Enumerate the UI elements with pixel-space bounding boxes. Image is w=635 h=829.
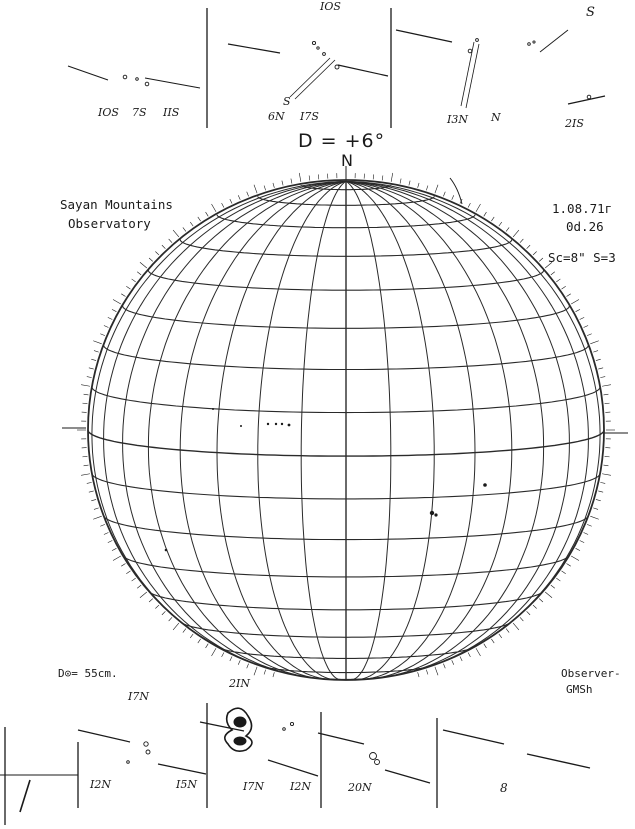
limb-tick <box>418 183 419 188</box>
limb-tick <box>206 644 209 648</box>
limb-tick <box>584 325 589 327</box>
grid-line <box>385 770 430 783</box>
north-marker: N <box>341 151 353 170</box>
limb-tick <box>100 334 105 336</box>
sunspot <box>240 425 242 427</box>
limb-tick <box>566 294 570 297</box>
sketch-spot <box>144 742 148 746</box>
observer-initials: GMSh <box>566 683 593 696</box>
limb-tick <box>190 222 193 226</box>
grid-line <box>568 96 605 104</box>
top-panel3-label: I3N <box>447 113 468 126</box>
limb-tick <box>587 524 592 526</box>
limb-tick <box>566 564 570 567</box>
sunspot <box>165 549 168 552</box>
limb-tick <box>222 203 224 207</box>
limb-tick <box>484 644 487 648</box>
limb-tick <box>491 639 494 643</box>
sketch-spot <box>476 39 479 42</box>
limb-tick <box>602 474 611 476</box>
sketch-spot <box>136 78 139 81</box>
grid-line <box>466 44 479 108</box>
limb-tick <box>602 385 611 387</box>
limb-tick <box>81 385 90 387</box>
limb-tick <box>309 176 310 181</box>
limb-tick <box>318 174 319 179</box>
limb-tick <box>598 368 603 369</box>
grid-line <box>68 66 108 80</box>
pointer-stroke <box>450 178 462 204</box>
sketch-spot <box>127 761 130 764</box>
observer-label: Observer- <box>561 667 621 680</box>
limb-tick <box>435 185 438 193</box>
limb-tick <box>520 617 523 621</box>
spot-umbra <box>234 717 246 727</box>
limb-tick <box>571 300 579 305</box>
limb-tick <box>468 653 470 657</box>
grid-line <box>295 60 335 99</box>
sketch-spot <box>323 53 326 56</box>
sketch-spot <box>317 47 319 49</box>
limb-tick <box>137 585 141 588</box>
limb-tick <box>198 639 201 643</box>
limb-tick <box>173 623 179 630</box>
limb-tick <box>580 317 584 319</box>
top-panel1-label: 7S <box>132 106 147 119</box>
limb-tick <box>94 508 99 510</box>
limb-tick <box>149 599 153 602</box>
limb-tick <box>82 403 87 404</box>
limb-tick <box>93 341 101 344</box>
limb-tick <box>173 230 179 237</box>
limb-tick <box>590 341 598 344</box>
limb-tick <box>140 262 147 268</box>
top-panel1-label: IOS <box>98 106 119 119</box>
limb-tick <box>162 611 165 615</box>
limb-tick <box>562 286 566 289</box>
limb-tick <box>126 571 130 574</box>
limb-tick <box>254 667 257 675</box>
limb-tick <box>499 222 502 226</box>
limb-tick <box>409 181 410 186</box>
limb-tick <box>520 239 523 243</box>
limb-tick <box>576 309 580 311</box>
limb-tick <box>484 212 487 216</box>
limb-tick <box>89 368 94 369</box>
limb-tick <box>443 192 445 197</box>
grid-line <box>443 730 504 744</box>
limb-tick <box>476 204 481 212</box>
limb-tick <box>556 578 560 581</box>
grid-line <box>396 30 452 42</box>
sunspot <box>281 423 283 425</box>
bottom-panel1-label: I2N <box>90 778 111 791</box>
limb-tick <box>605 456 610 457</box>
limb-tick <box>506 227 509 231</box>
limb-tick <box>100 524 105 526</box>
limb-tick <box>598 491 603 492</box>
sketch-spot <box>335 65 339 69</box>
top-panel3-label: N <box>491 111 501 124</box>
limb-tick <box>155 251 159 254</box>
limb-tick <box>238 660 240 665</box>
bottom-panel1-label: I7N <box>128 690 149 703</box>
limb-tick <box>282 181 283 186</box>
sketch-spot <box>370 753 377 760</box>
limb-tick <box>93 516 101 519</box>
top-panel2-label: S <box>283 95 291 108</box>
limb-tick <box>162 245 165 249</box>
grid-line <box>20 780 30 812</box>
grid-line <box>228 44 280 53</box>
limb-tick <box>435 667 438 675</box>
limb-tick <box>112 309 116 311</box>
limb-tick <box>230 656 232 660</box>
grid-line <box>145 78 200 88</box>
limb-tick <box>238 195 240 200</box>
sunspot <box>275 423 277 425</box>
sketch-spot <box>528 43 531 46</box>
sketch-spot <box>146 750 150 754</box>
top-panel2-label: IOS <box>320 0 341 13</box>
grid-line <box>540 30 568 52</box>
limb-tick <box>391 173 393 182</box>
limb-tick <box>426 186 428 191</box>
limb-tick <box>580 540 584 542</box>
limb-tick <box>468 203 470 207</box>
limb-tick <box>476 648 481 656</box>
limb-tick <box>605 403 610 404</box>
limb-tick <box>291 179 292 184</box>
limb-tick <box>132 279 136 282</box>
bottom-panel2-label: 2IN <box>229 677 250 690</box>
limb-tick <box>596 499 601 500</box>
limb-tick <box>81 474 90 476</box>
limb-tick <box>539 258 543 261</box>
limb-tick <box>527 245 530 249</box>
limb-tick <box>82 456 87 457</box>
limb-tick <box>91 359 96 360</box>
sketch-spot <box>123 75 127 79</box>
sunspot <box>483 483 487 487</box>
limb-tick <box>190 634 193 638</box>
grid-line <box>78 730 130 742</box>
limb-tick <box>491 217 494 221</box>
limb-tick <box>596 359 601 360</box>
limb-tick <box>212 204 217 212</box>
limb-tick <box>545 592 552 598</box>
limb-tick <box>132 578 136 581</box>
sketch-spot <box>533 41 535 43</box>
limb-tick <box>452 195 454 200</box>
grid-line <box>290 58 330 97</box>
limb-tick <box>590 516 598 519</box>
limb-tick <box>499 634 502 638</box>
limb-tick <box>126 286 130 289</box>
limb-tick <box>230 199 232 203</box>
limb-tick <box>533 605 537 608</box>
limb-tick <box>539 599 543 602</box>
limb-tick <box>94 351 99 353</box>
limb-tick <box>562 571 566 574</box>
grid-line <box>158 764 206 774</box>
sunspot <box>430 511 434 515</box>
limb-tick <box>506 629 509 633</box>
limb-tick <box>104 532 109 534</box>
limb-tick <box>373 174 374 179</box>
limb-tick <box>155 605 159 608</box>
limb-tick <box>108 540 112 542</box>
top-panel2-label: I7S <box>300 110 319 123</box>
bottom-panel1-label: I5N <box>176 778 197 791</box>
limb-tick <box>600 377 605 378</box>
limb-tick <box>198 217 201 221</box>
limb-tick <box>418 672 419 677</box>
limb-tick <box>254 185 257 193</box>
top-panel2-label: 6N <box>268 110 285 123</box>
grid-line <box>318 733 364 744</box>
limb-tick <box>593 351 598 353</box>
limb-tick <box>149 258 153 261</box>
limb-tick <box>452 660 454 665</box>
limb-tick <box>587 334 592 336</box>
grid-line <box>268 760 318 776</box>
limb-tick <box>603 394 608 395</box>
sketch-spot <box>290 722 293 725</box>
sunspot <box>434 513 437 516</box>
limb-tick <box>400 179 401 184</box>
limb-tick <box>104 325 109 327</box>
limb-tick <box>87 377 92 378</box>
bottom-panel4-label: 8 <box>500 781 508 795</box>
top-panel3-label: 2IS <box>565 117 584 130</box>
limb-tick <box>137 272 141 275</box>
limb-tick <box>87 482 92 483</box>
limb-tick <box>84 465 89 466</box>
top-panel3-label: S <box>586 5 595 20</box>
sketch-spot <box>375 760 380 765</box>
limb-tick <box>533 251 537 254</box>
limb-tick <box>247 664 249 669</box>
sketch-spot <box>312 41 315 44</box>
limb-tick <box>108 317 112 319</box>
telescope-diameter: D⊙= 55cm. <box>58 667 118 680</box>
sunspot <box>267 423 269 425</box>
limb-tick <box>183 227 186 231</box>
seeing-conditions: Sc=8" S=3 <box>548 250 616 265</box>
limb-tick <box>264 186 266 191</box>
limb-tick <box>460 656 462 660</box>
limb-tick <box>183 629 186 633</box>
limb-tick <box>264 670 266 675</box>
limb-tick <box>113 300 121 305</box>
sunspot <box>288 424 291 427</box>
top-panel1-label: IIS <box>163 106 179 119</box>
limb-tick <box>426 670 428 675</box>
limb-tick <box>576 548 580 550</box>
limb-tick <box>443 664 445 669</box>
limb-tick <box>527 611 530 615</box>
sunspot <box>212 408 214 410</box>
observation-time: 0d.26 <box>566 219 604 234</box>
sketch-spot <box>468 49 472 53</box>
declination-label: D = +6° <box>298 130 385 152</box>
limb-tick <box>140 592 147 598</box>
grid-line <box>338 65 388 76</box>
limb-tick <box>556 279 560 282</box>
limb-tick <box>84 394 89 395</box>
limb-tick <box>169 239 172 243</box>
sketch-spot <box>145 82 149 86</box>
spot-umbra <box>234 737 246 745</box>
limb-tick <box>222 653 224 657</box>
limb-tick <box>121 294 125 297</box>
bottom-panel3-label: 20N <box>348 781 372 794</box>
observatory-subtitle: Observatory <box>68 216 151 231</box>
observation-date: 1.08.71г <box>552 201 612 216</box>
sketch-spot <box>587 95 591 99</box>
limb-tick <box>273 672 274 677</box>
limb-tick <box>206 212 209 216</box>
limb-tick <box>571 556 579 561</box>
limb-tick <box>212 648 217 656</box>
bottom-panel2-label: I7N <box>243 780 264 793</box>
limb-tick <box>382 176 383 181</box>
limb-tick <box>121 564 125 567</box>
limb-tick <box>513 230 519 237</box>
limb-tick <box>89 491 94 492</box>
limb-tick <box>593 508 598 510</box>
limb-tick <box>169 617 172 621</box>
limb-tick <box>603 465 608 466</box>
observatory-name: Sayan Mountains <box>60 197 173 212</box>
limb-tick <box>584 532 589 534</box>
grid-line <box>527 754 590 768</box>
limb-tick <box>112 548 116 550</box>
limb-tick <box>551 585 555 588</box>
limb-tick <box>551 272 555 275</box>
limb-tick <box>299 173 301 182</box>
limb-tick <box>91 499 96 500</box>
bottom-panel2-label: I2N <box>290 780 311 793</box>
limb-tick <box>273 183 274 188</box>
limb-tick <box>247 192 249 197</box>
limb-tick <box>600 482 605 483</box>
sketch-spot <box>283 728 286 731</box>
limb-tick <box>513 623 519 630</box>
limb-tick <box>113 556 121 561</box>
